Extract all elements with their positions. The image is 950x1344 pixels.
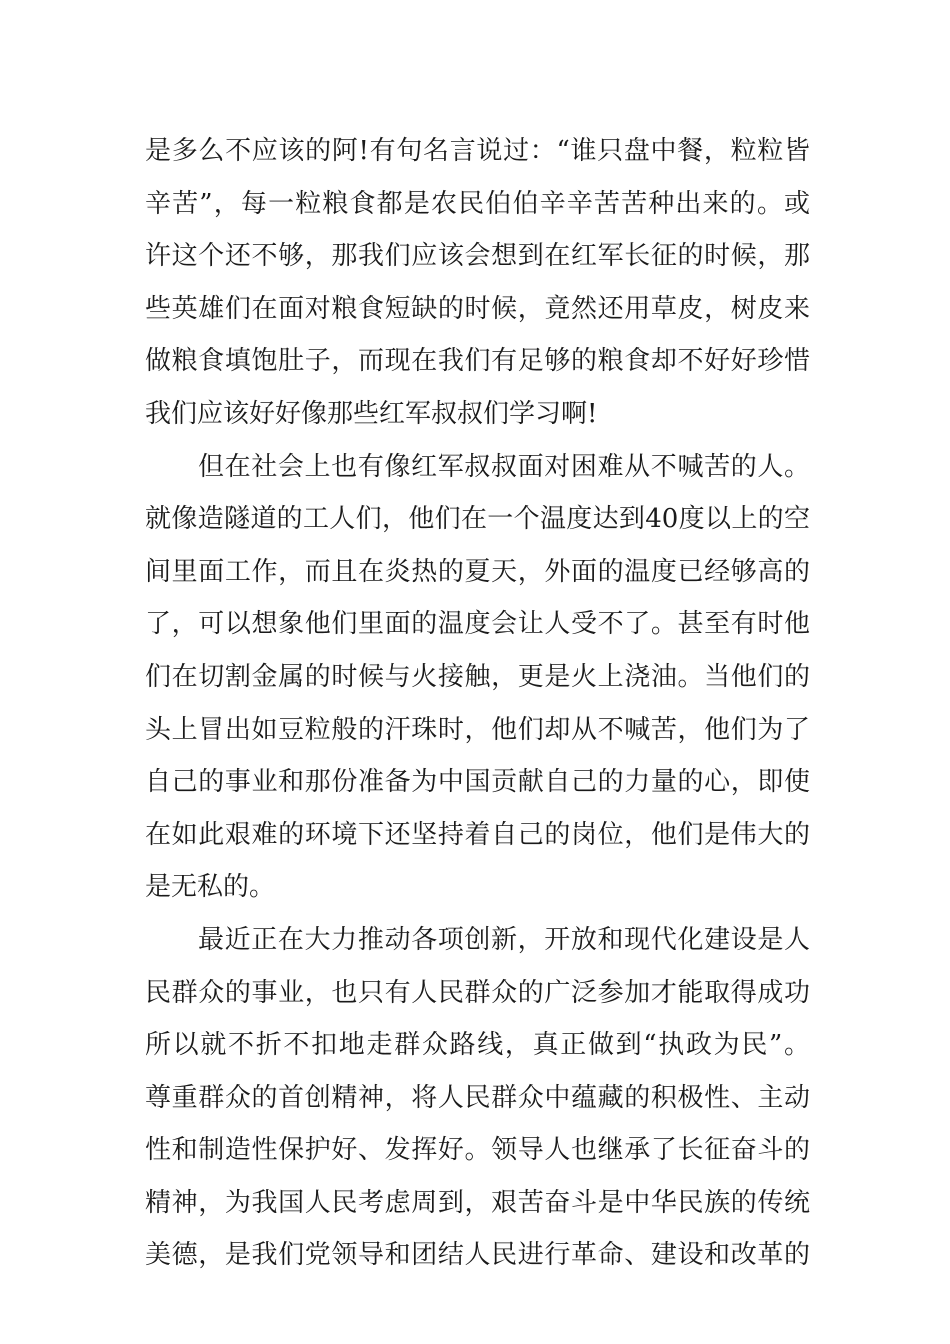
text-line: 辛苦”，每一粒粮食都是农民伯伯辛辛苦苦种出来的。或 [145,188,810,219]
text-line: 尊重群众的首创精神，将人民群众中蕴藏的积极性、主动 [145,1082,810,1113]
paragraph-2 [145,441,810,914]
document-body [145,125,810,1282]
text-line: 间里面工作，而且在炎热的夏天，外面的温度已经够高的 [145,556,810,587]
text-line: 我们应该好好像那些红军叔叔们学习啊! [145,398,598,429]
text-line: 精神，为我国人民考虑周到，艰苦奋斗是中华民族的传统 [145,1187,810,1218]
text-line: 些英雄们在面对粮食短缺的时候，竟然还用草皮，树皮来 [145,293,810,324]
text-line: 美德，是我们党领导和团结人民进行革命、建设和改革的 [145,1240,810,1271]
paragraph-1 [145,125,810,441]
text-line: 们在切割金属的时候与火接触，更是火上浇油。当他们的 [145,661,810,692]
text-line: 头上冒出如豆粒般的汗珠时，他们却从不喊苦，他们为了 [145,714,810,745]
text-line: 自己的事业和那份准备为中国贡献自己的力量的心，即使 [145,767,810,798]
text-line: 是无私的。 [145,872,276,903]
text-line: 是多么不应该的阿!有句名言说过：“谁只盘中餐，粒粒皆 [145,136,810,166]
text-line: 性和制造性保护好、发挥好。领导人也继承了长征奋斗的 [145,1135,810,1166]
text-line: 就像造隧道的工人们，他们在一个温度达到40度以上的空 [145,504,810,535]
text-line: 但在社会上也有像红军叔叔面对困难从不喊苦的人。 [198,451,810,482]
text-line: 最近正在大力推动各项创新，开放和现代化建设是人 [198,924,810,955]
text-line: 了，可以想象他们里面的温度会让人受不了。甚至有时他 [145,609,810,640]
text-line: 许这个还不够，那我们应该会想到在红军长征的时候，那 [145,241,810,272]
text-line: 在如此艰难的环境下还坚持着自己的岗位，他们是伟大的 [145,819,810,850]
text-line: 民群众的事业，也只有人民群众的广泛参加才能取得成功 [145,977,810,1008]
paragraph-3 [145,914,810,1282]
text-line: 做粮食填饱肚子，而现在我们有足够的粮食却不好好珍惜 [145,346,810,377]
text-line: 所以就不折不扣地走群众路线，真正做到“执政为民”。 [145,1030,810,1061]
